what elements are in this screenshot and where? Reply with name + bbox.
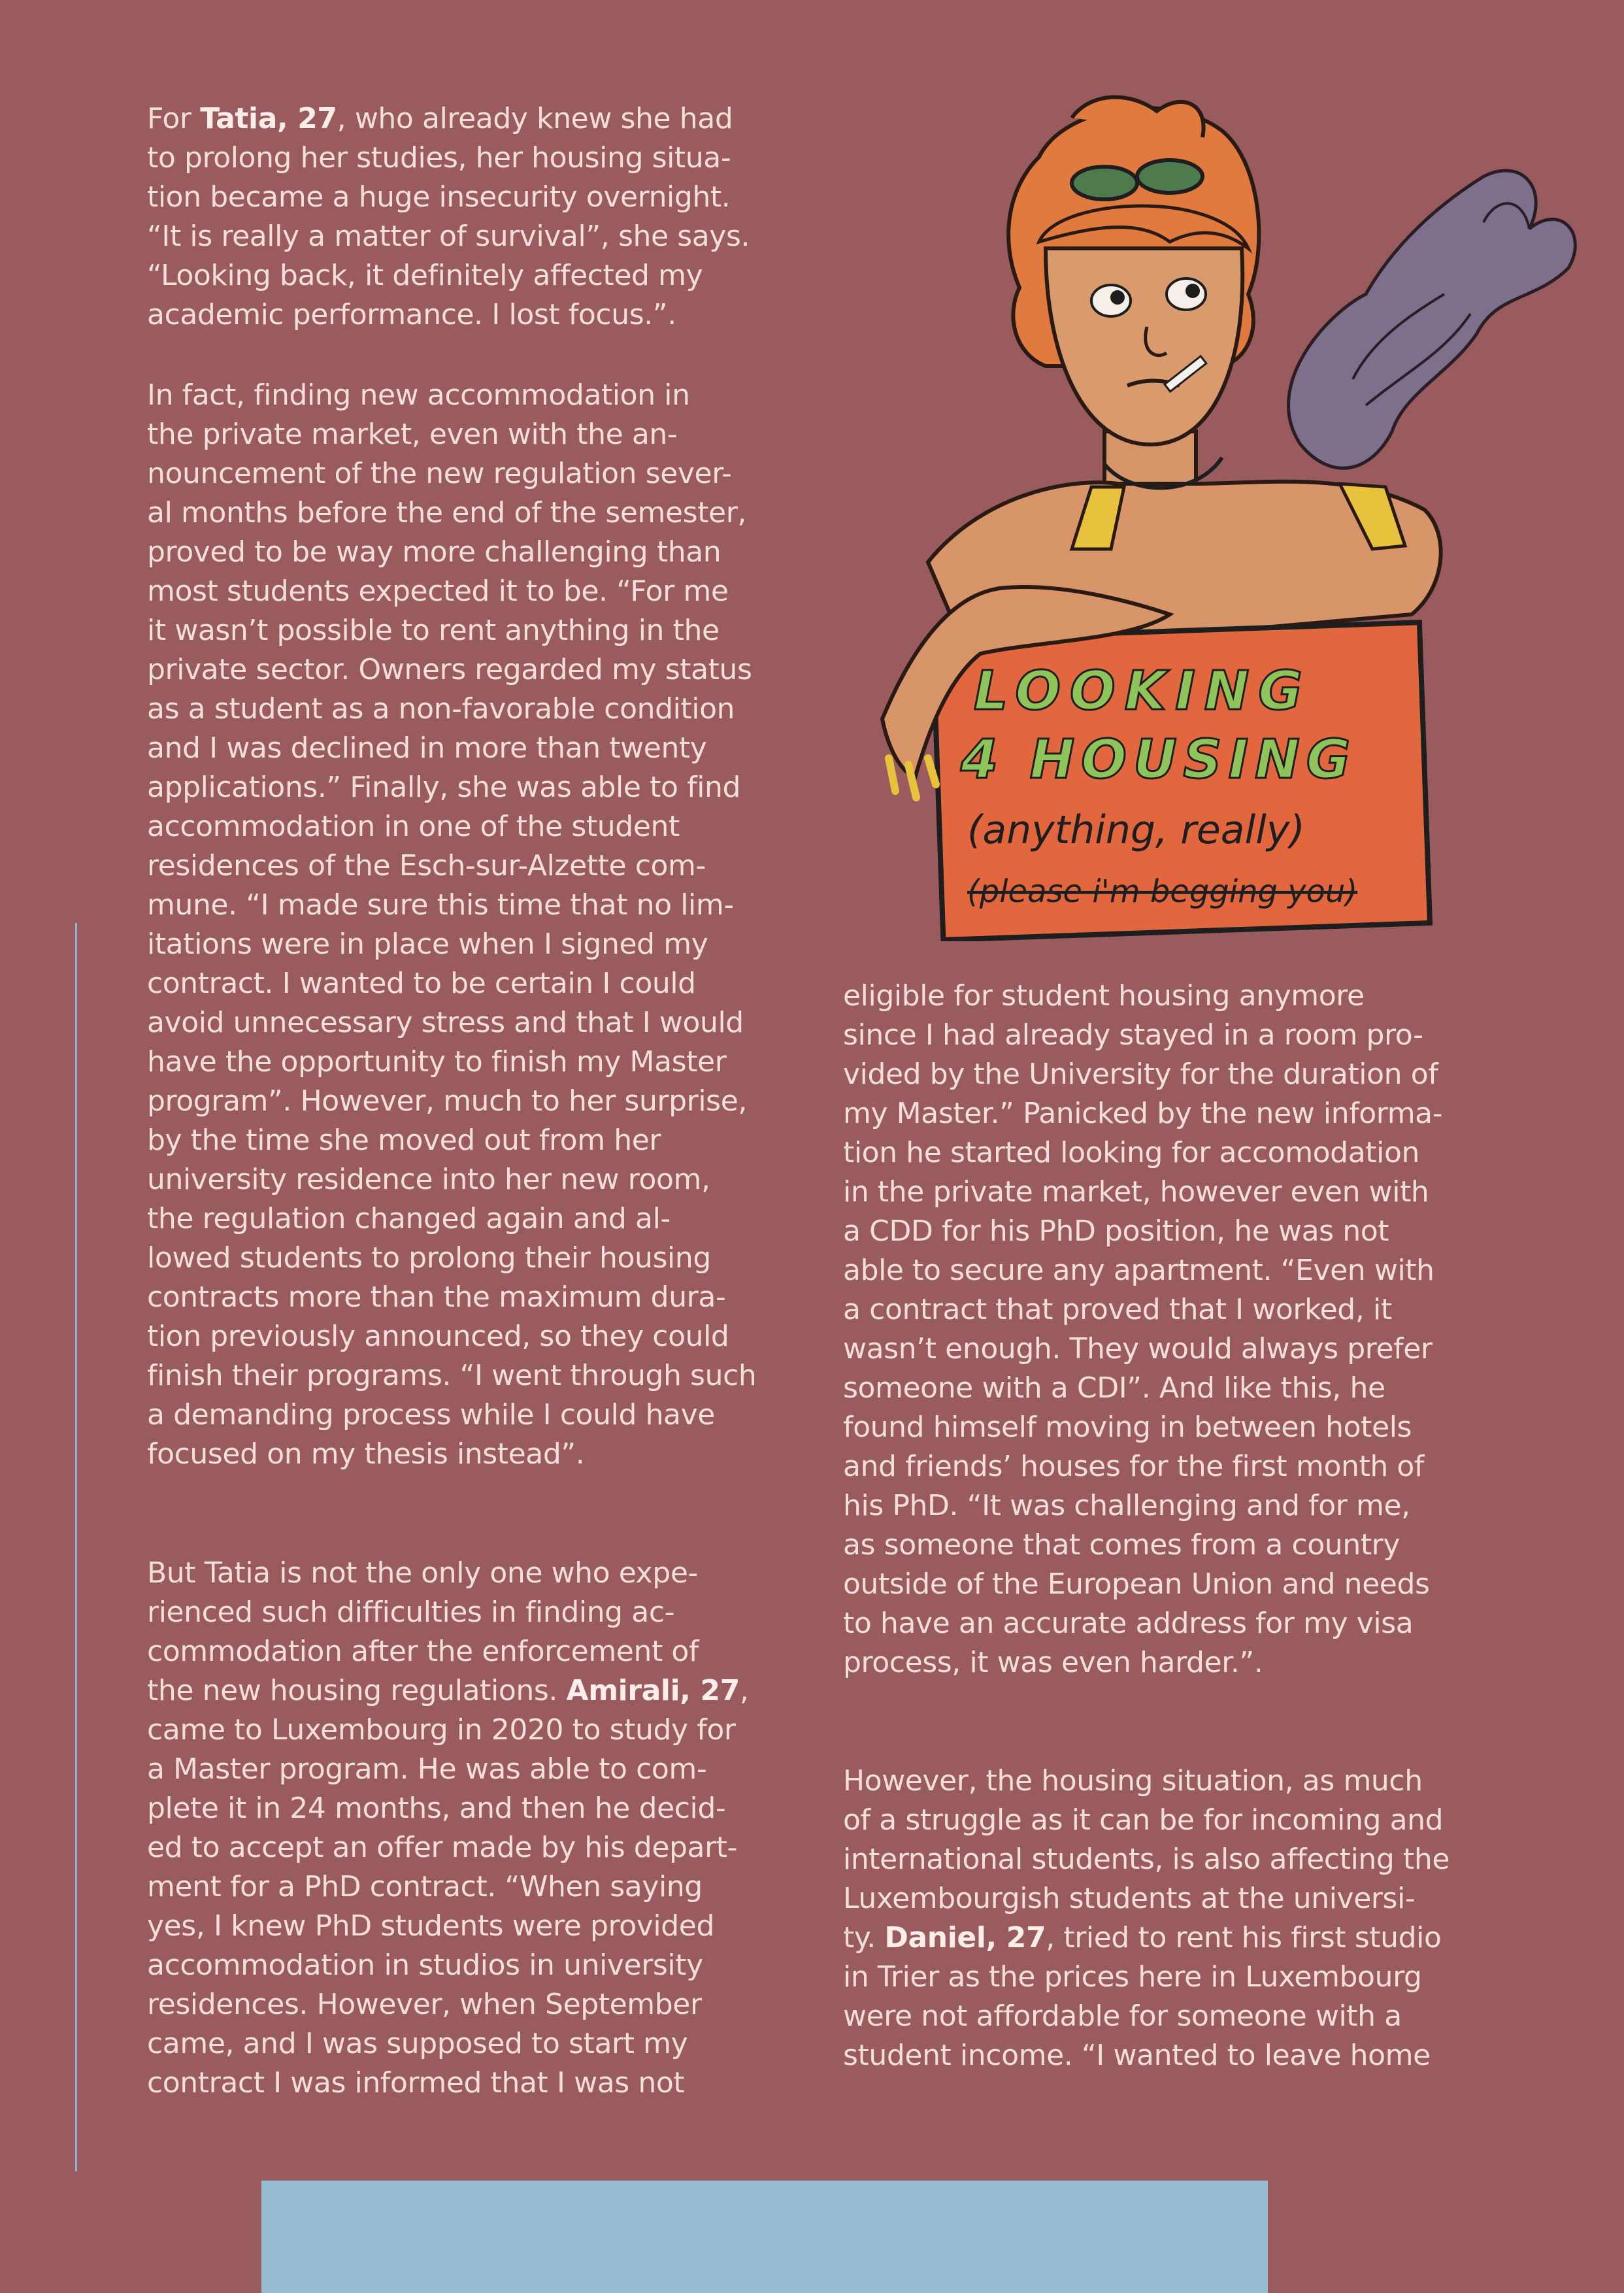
paragraph-amirali-intro <box>147 1554 794 2103</box>
vertical-accent-line <box>75 923 77 2171</box>
paragraph-tatia-story: In fact, finding new accommodation in the private market, even with the an- nouncement of the new regulation sever- al months before the end of the semester, proved to be way more challenging than most students expected it to be. “For me it wasn’t possible to rent anything in the private sector. Owners regarded my status as a student as a non-favorable condition and I was declined in more than twenty applications.” Finally, she was able to find accommodation in one of the student residences of the Esch-sur-Alzette com- mune. “I made sure this time that no lim- itations were in place when I signed my contract. I wanted to be certain I could avoid unnecessary stress and that I would have the opportunity to finish my Master program”. However, much to her surprise, by the time she moved out from her university residence into her new room, the regulation changed again and al- lowed students to prolong their housing contracts more than the maximum dura- tion previously announced, so they could finish their programs. “I went through such a demanding process while I could have focused on my thesis instead”. <box>147 378 757 1471</box>
para3-text-b: , came to Luxembourg in 2020 to study for a Master program. He was able to com- plete it in 24 months, and then he decid- ed to accept an offer made by his depart- ment for a PhD contract. “When saying yes, I knew PhD students were provided accommodation in studios in university residences. However, when September came, and I was supposed to start my contract I was informed that I was not <box>147 1674 749 2100</box>
illustration-girl-with-sign <box>765 78 1601 941</box>
paragraph-amirali-story: eligible for student housing anymore since I had already stayed in a room pro- vided by the University for the duration of my Master.” Panicked by the new informa- tion he started looking for accomodation in the private market, however even with a CDD for his PhD position, he was not able to secure any apartment. “Even with a contract that proved that I worked, it wasn’t enough. They would always prefer someone with a CDI”. And like this, he found himself moving in between hotels and friends’ houses for the first month of his PhD. “It was challenging and for me, as someone that comes from a country outside of the European Union and needs to have an accurate address for my visa process, it was even harder.”. <box>843 979 1443 1679</box>
sign-line-1: LOOKING <box>974 660 1312 722</box>
sign-line-3: (anything, really) <box>967 807 1305 853</box>
para1-text-b: , who already knew she had to prolong her studies, her housing situa- tion became a huge insecurity overnight. “It is really a matter of survival”, she says. “Looking back, it definitely affected my academic performance. I lost focus.”. <box>147 102 750 331</box>
name-amirali: Amirali, 27 <box>566 1674 740 1707</box>
para3-text-a: But Tatia is not the only one who expe- rienced such difficulties in finding ac- commodation after the enforcement of the new housing regulations. <box>147 1556 699 1707</box>
name-tatia: Tatia, 27 <box>200 102 337 135</box>
name-daniel: Daniel, 27 <box>884 1921 1046 1954</box>
para5-text-a: However, the housing situation, as much of a struggle as it can be for incoming and international students, is also affecting the Luxembourgish students at the universi- ty. <box>843 1764 1450 1954</box>
paragraph-tatia-intro <box>147 99 794 335</box>
looking-for-housing-sign <box>933 622 1430 940</box>
sign-line-2: 4 HOUSING <box>961 729 1357 791</box>
sign-line-4: (please i'm begging you) <box>967 873 1358 910</box>
smoke-swirl <box>1288 171 1575 468</box>
para5-text-b: , tried to rent his first studio in Trier as the prices here in Luxembourg were not affordable for someone with a student income. “I wanted to leave home <box>843 1921 1442 2072</box>
paragraph-daniel-intro <box>843 1762 1497 2075</box>
blue-footer-box <box>261 2181 1268 2293</box>
para1-text-a: For <box>147 102 201 135</box>
